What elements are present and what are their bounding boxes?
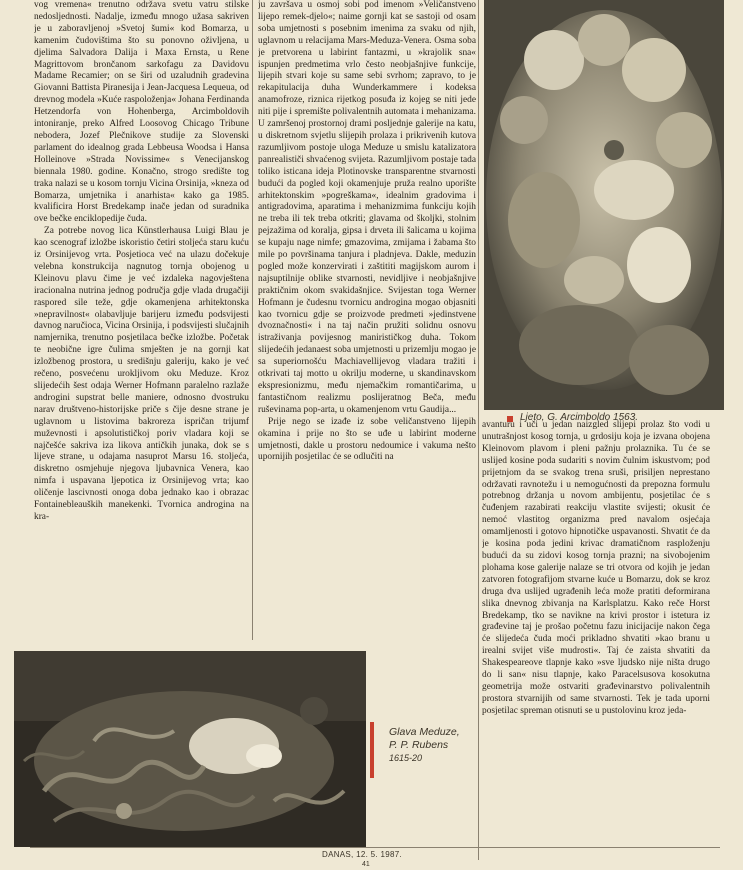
rubens-medusa-painting bbox=[14, 651, 366, 847]
caption-medusa-title: Glava Meduze, bbox=[389, 726, 460, 738]
article-paragraph: Prije nego se izađe iz sobe veličanstveno lijepih okamina i prije no što se uđe u labirint moderne umjetnosti, dakle u prostoru nedoumice i vakuma nešto upornijih posjetilac će se odlučiti na bbox=[258, 416, 476, 463]
caption-medusa-author: P. P. Rubens bbox=[389, 739, 449, 751]
text-column-right bbox=[482, 420, 710, 856]
arcimboldo-summer-image bbox=[484, 0, 724, 410]
arcimboldo-painting bbox=[484, 0, 724, 410]
text-column-left bbox=[34, 0, 249, 644]
caption-medusa bbox=[389, 726, 479, 765]
column-rule bbox=[252, 0, 253, 640]
caption-arcimboldo: Ljeto, G. Arcimboldo 1563. bbox=[520, 412, 639, 423]
article-paragraph: Za potrebe novog lica Künstlerhausa Luigi Blau je kao scenograf izložbe iskoristio četiri stoljeća staru kuću iz Orsinijevog vrta. Posjetioca već na ulazu dočekuje velebna konstrukcija nagnutog tornja obojenog u Kleinovu plavu čime je već izdaleka nagovještena iracionalna nutrina jednog područja gdje vlada drugačiji raspored sile teže, gdje okamenjena arhitektonska »nepravilnost« olabavljuje barijeru između podsvijesti davnog naručioca, Vicina Orsinija, i podsvijesti slučajnih namjernika, trenutno posjetilaca bečke izložbe. Početak te neobične igre čulima smješten je na gornji kat izložbenog prostora, u središnju galeriju, kako je već rečeno, posvećenu uroklјivom oku Meduze. Kroz slijedećih šest odaja Werner Hofmann paralelno razlaže androgini supstrat belle maniere, odnosno dvostruku narav društveno-historijske priče s čije desne strane je uglavnom u listovima bakrorezа ispričan trijumf muževnosti i apsolutističkoj poriv vladara koji se najčešće sakriva iza likova antičkih junaka, dok se s lijeve strane, u odajama nasuprot Marsu 16. stoljeća, diskretno osmjehuje njegova ljubavnica Venera, kao nimfa i uspavana ljepotica iz Orsinijevog vrta; kao oličenje lascivnosti onoga doba jednako kao i obrazac Fontainebleauških manekenki. Tvornica androgina na kra- bbox=[34, 226, 249, 522]
caption-marker bbox=[370, 722, 374, 778]
caption-medusa-years: 1615-20 bbox=[389, 753, 423, 763]
page-number: 41 bbox=[362, 861, 370, 868]
article-paragraph: ju završava u osmoj sobi pod imenom »Veličanstveno lijepo remek-djelo«; naime gornji kat se sastoji od osam soba umjetnosti s posebnim imenima za svaku od njih, uglavnom u relacijama Mars-Meduza-Venera. Osma soba je pretvorena u labirint fantazmi, u »krajolik sna« ispunjen predmetima vrlo često neobjašnjive funkcije, lijepih stvari koje su same sebi svrhom; zapravo, to je rekapitulacija duha Wunderkammere i kodeksa anamofroze, riznica rijetkog posuđa iz kojeg se niti jede niti pije i spremište polivalentnih automata i mehanizama. U zamršenoj prostornoj drami posljednje galerije na katu, u diskretnom svjetlu slijepih prolaza i prikrivenih kutova razumljivom postoje uloga Meduze u smislu katalizatora panrealističi shvaćenog svijeta. Razumljivom postaje tada toliko isticana ideja Plotinovske transparentne stvarnosti budući da pogled koji okamenjuje pruža realno uporište arhitektonskim »pogreškama«, idealnim gradovima i antigradovima, aparatima i mehanizmima funkciju kojih ne treba ili tek treba otkriti; glavama od školjki, stolnim pejzažima od koralja, gipsa i drveta ili šalicama u kojima se kupaju nage nimfe; gmazovima, zmijama i žabama što mile po površinama tanjura i pladnjeva. Dakle, meduzin pogled može konzervirati i zaštititi magijskom aurom i najsuptilnije oblike stvarnosti, nevidljive i neobjašnjive praktičnim okom svakidašnjice. Svijestan toga Werner Hofmann je čudesnu tvornicu androgina mogao objasniti kao tvornicu gdje se proizvode predmeti »jedinstvene dvoznačnosti« i na taj način pružiti solidnu osnovu istraživanja povijesnog manirističkog duha. Tokom slijedećih jedanaest soba umjetnosti u prizemlju mogao je sa superiornošću Machiavellijevog vladara tražiti i otkrivati taj motto u okrilju moderne, u skandinavskom ekspresionizmu, među njemačkim romantičarima, u fantastičnom realizmu poslijeratnog Beča, među ruševinama pop-arta, u okamenjenom vrtu Gaudija... bbox=[258, 0, 476, 415]
rubens-medusa-image bbox=[14, 651, 366, 847]
issue-footer: DANAS, 12. 5. 1987. bbox=[322, 850, 402, 859]
text-column-middle bbox=[258, 0, 476, 615]
article-paragraph: vog vremena« trenutno održava svetu vatru stilske nedosljednosti. Nadalje, između mnogo užasa sakriven je u zaboravljenoj »Svetoj šumi« kod Bomarza, u kamenim čudovištima što su ponovno oživljena, u djelima Salvadora Dalija i Maxa Ernsta, u Rene Magrittovom brončanom sarkofagu za Davidovu Madame Recamier; on se širi od uzaludnih gradevina Giovanni Battista Piranesija i Jean-Jacquesa Lequeua, od drevnog modela »Kuće raspoloženja« Johana Ferdinanda Hetzendorfa von Hohenberga, Arcimboldovih intoniranje, preko Alfred Loosovog Chicago Tribune nebodera, Jozef Plečnikove studije za Slovenski parlament do idealnog grada Lebbeusa Woodsa i Hansa Holleinove »Strada Novissime« s Venecijanskog biennala 1980. godine. Konačno, strogo središte tog traka nalazi se u kosom tornju Vicina Orsinija, »kneza od Bomarza, umjetnika i anarhista« kako ga 1985. kvalificira Horst Bredekamp inače jedan od suradnika ove bečke enciklopedije čuda. bbox=[34, 0, 249, 225]
article-paragraph: avanturu i uči u jedan naizgled slijepi prolaz što vodi u unutrašnjost kosog tornja, u grdosiju koja je izvana obojena Kleinovom plavom i pleni pažnju prolaznika. Tu će se uslijed kosine poda sudariti s novim čulnim iskustvom; pod prijetnjom da se svakog trena sruši, prisiljen neprestano održavati ravnotežu i u nemogućnosti da prepozna formulu potrebnog držanja u novom ambijentu, posjetilac će s čuđenjem razabirati reakciju vlastite svijesti; okusit će nemoć vlastitog organizma pred navalom osjećaja omamljenosti i gotovo hipnotičke uspavanosti. Shvatit će da je kosina poda jedini krivac dramatičnom rasploženju budući da su zidovi kosog tornja prazni; na sivobojenim plohama kose galerije nalaze se tri otvora od kojih je jedan zatvoren fotografijom stvarne kuće u Bomarzu, dok se kroz druga dva uslijed ugrađenih leća može pratiti deformirana slika dnevnog zbivanja na Karlsplatzu. Kako reče Horst Bredekamp, tko se navikne na krivi prostor i istetura iz građevine taj je prošao početnu fazu inicijacije nakon čega će slijedeća čuda moći prikladno shvatiti »kao branu u irealni svijet više mudrosti«. Taj će zaista shvatiti da Shakespeareove tlapnje kako »sve ljudsko nije ništa drugo do li san« nisu tlapnje, kako Paracelsusova kosokutna geometrija može ostvariti građevinarstvo polivalentnih prostora stvarnijih od same stvarnosti. Tek je tada uporni posjetilac spreman otisnuti se u pustolovinu kroz jeda- bbox=[482, 420, 710, 716]
